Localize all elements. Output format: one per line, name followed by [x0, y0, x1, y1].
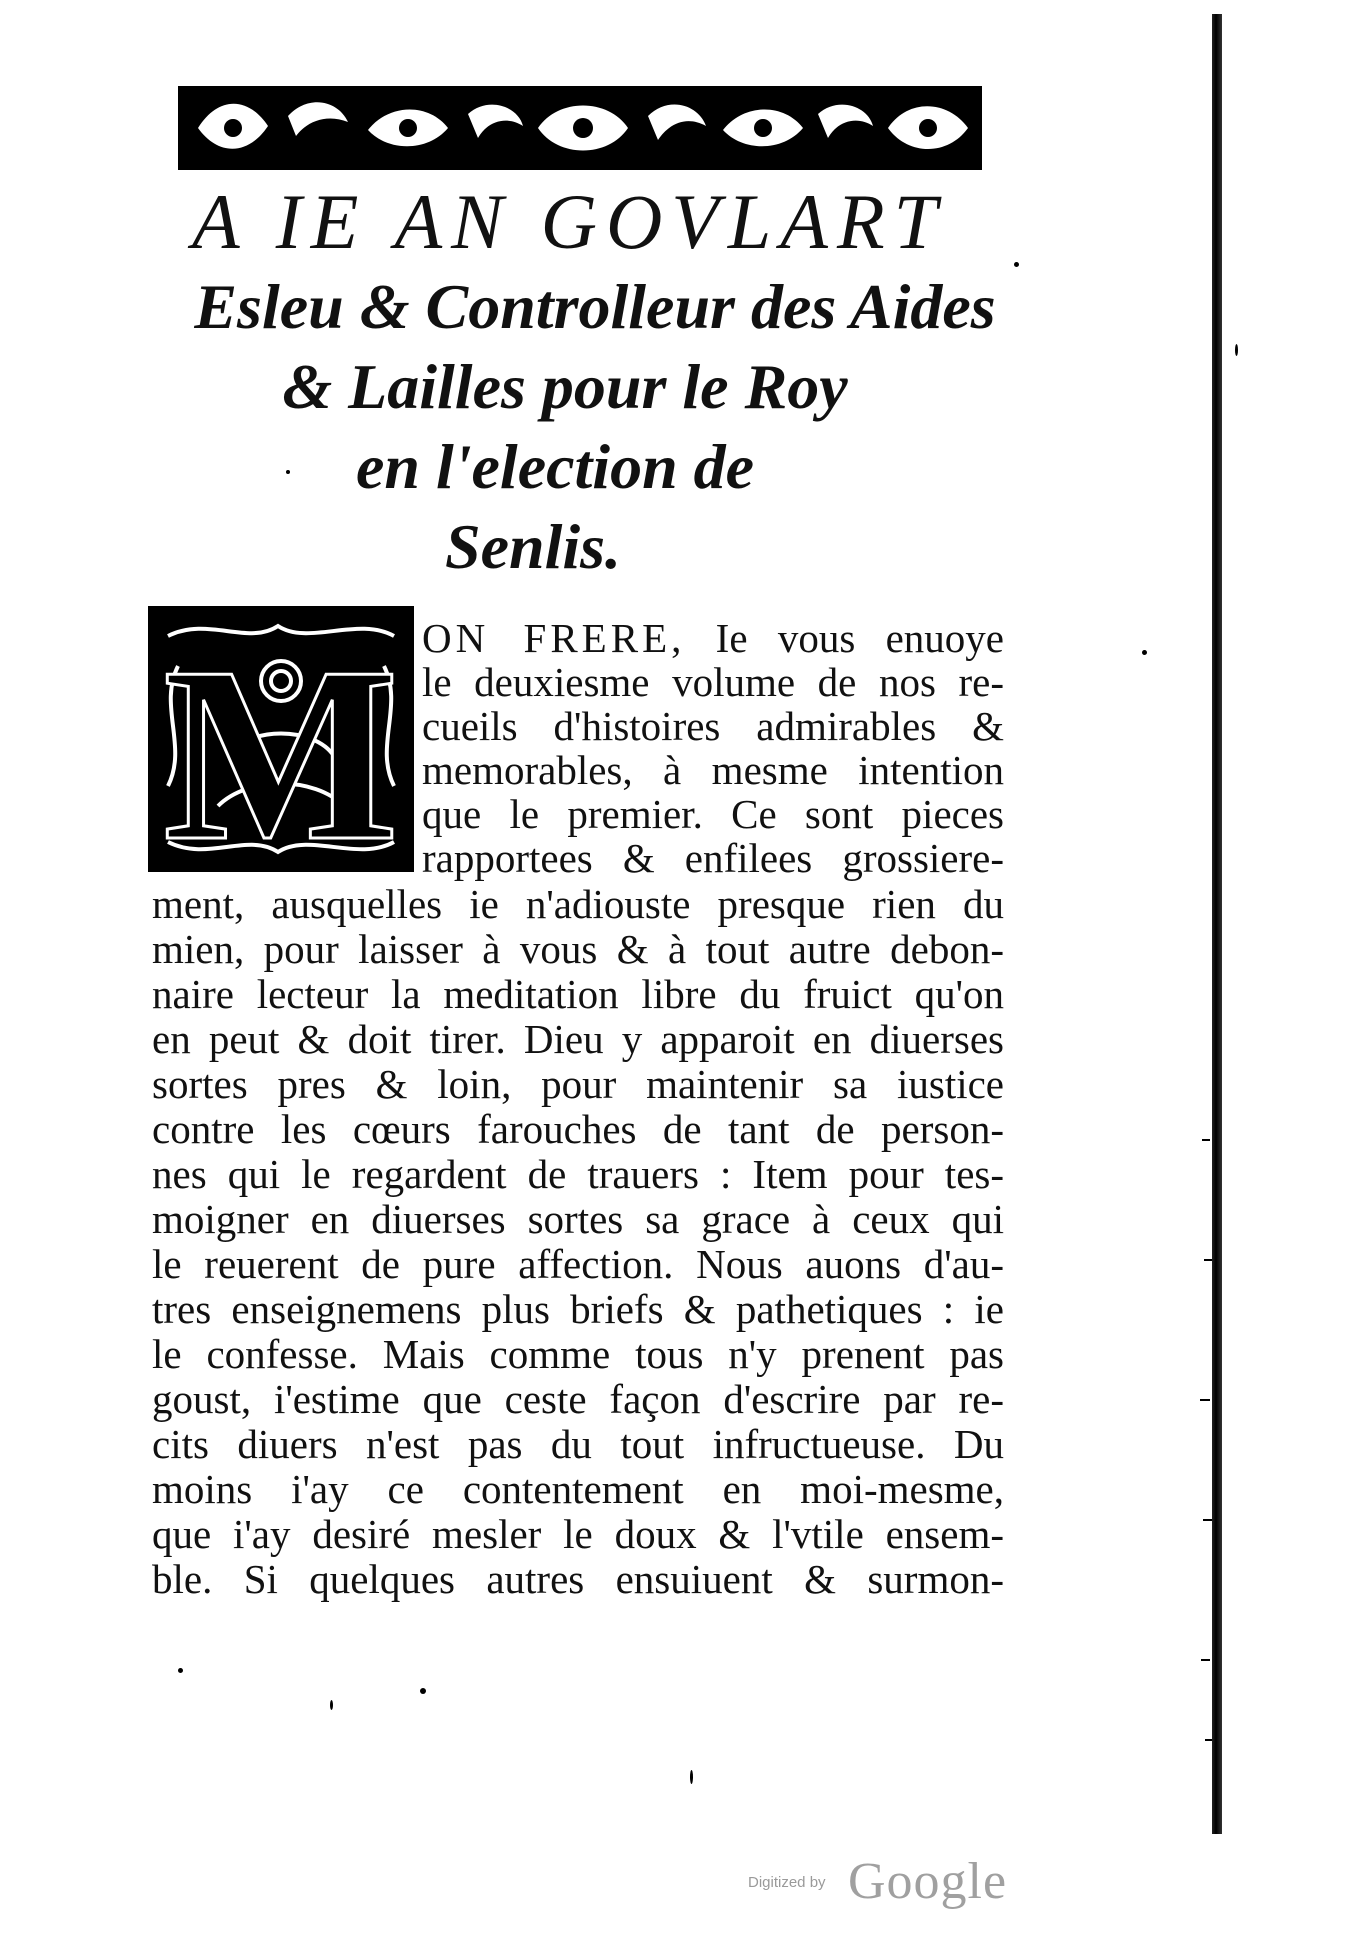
text-line: le reuerent de pure affection. Nous auons d'au- [152, 1241, 1004, 1287]
text-line: ment, ausquelles ie n'adiouste presque rien du [152, 881, 1004, 927]
text-line: contre les cœurs farouches de tant de person- [152, 1106, 1004, 1152]
text-line: que i'ay desiré mesler le doux & l'vtile ensem- [152, 1511, 1004, 1557]
text-line: goust, i'estime que ceste façon d'escrire par re- [152, 1376, 1004, 1422]
watermark-digitized-by: Digitized by [748, 1874, 826, 1891]
heading-line-3: & Lailles pour le Roy [282, 351, 848, 422]
google-logo-text: Google [848, 1853, 1008, 1910]
text-line: le deuxiesme volume de nos re- [422, 659, 1004, 705]
text-line: cits diuers n'est pas du tout infructueuse. Du [152, 1421, 1004, 1467]
digitized-by-google-watermark [748, 1852, 1008, 1912]
text-line: en peut & doit tirer. Dieu y apparoit en diuerses [152, 1016, 1004, 1062]
text-line: sortes pres & loin, pour maintenir sa iustice [152, 1061, 1004, 1107]
text-line: que le premier. Ce sont pieces [422, 791, 1004, 837]
text-line: moigner en diuerses sortes sa grace à ceux qui [152, 1196, 1004, 1242]
initial-glyph: M [163, 616, 399, 872]
opening-words: ON FRERE, [422, 615, 686, 661]
text-line: tres enseignemens plus briefs & pathetiques : ie [152, 1286, 1004, 1332]
heading-line-2: Esleu & Controlleur des Aides [194, 271, 996, 342]
text-line: moins i'ay ce contentement en moi-mesme, [152, 1466, 1004, 1512]
page-edge-noise [1200, 1100, 1230, 1800]
heading-line-4: en l'election de [355, 431, 755, 502]
heading-line-5: Senlis. [444, 511, 622, 582]
heading-line-1: A IE AN GOVLART [192, 178, 946, 265]
text-line: le confesse. Mais comme tous n'y prenent pas [152, 1331, 1004, 1377]
text-line: cueils d'histoires admirables & [422, 703, 1004, 749]
decorated-initial-m [148, 606, 414, 872]
text-line: ble. Si quelques autres ensuiuent & surmon- [152, 1556, 1004, 1602]
text-line-rest: Ie vous enuoye [685, 615, 1005, 661]
text-line: mien, pour laisser à vous & à tout autre debon- [152, 926, 1004, 972]
text-line: naire lecteur la meditation libre du fruict qu'on [152, 971, 1004, 1017]
text-line: rapportees & enfilees grossiere- [422, 835, 1004, 881]
text-line: memorables, à mesme intention [422, 747, 1004, 793]
ornamental-headpiece [178, 86, 982, 170]
text-line: nes qui le regardent de trauers : Item pour tes- [152, 1151, 1004, 1197]
